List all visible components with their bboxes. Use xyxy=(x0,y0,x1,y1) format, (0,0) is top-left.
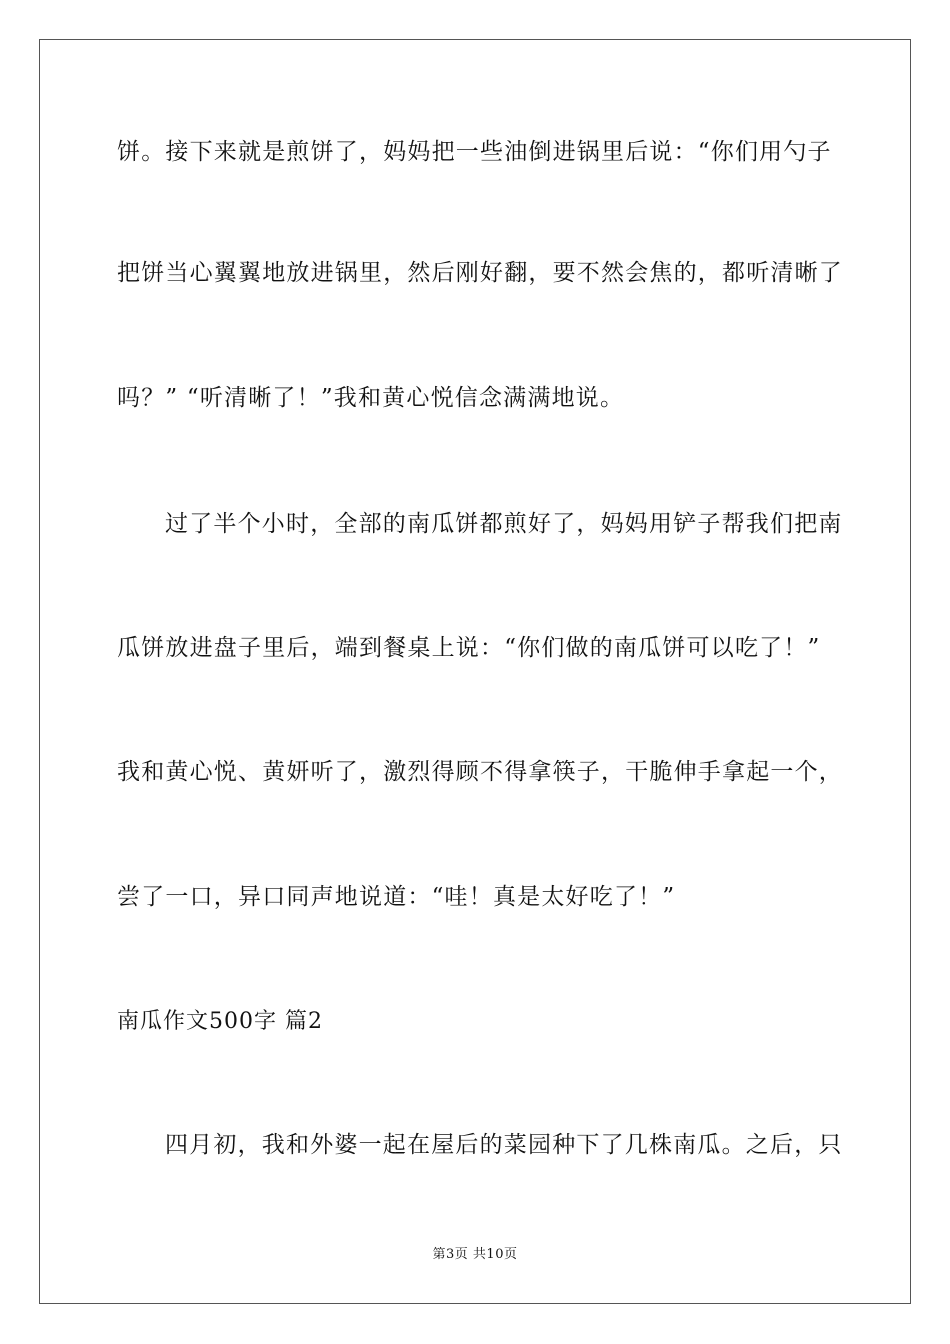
text-line-2: 把饼当心翼翼地放进锅里，然后刚好翻，要不然会焦的，都听清晰了 xyxy=(117,260,843,286)
text-line-4: 过了半个小时，全部的南瓜饼都煎好了，妈妈用铲子帮我们把南 xyxy=(165,511,843,537)
page-number-footer: 第3页 共10页 xyxy=(432,1247,518,1262)
text-line-7: 尝了一口，异口同声地说道：“哇！真是太好吃了！” xyxy=(117,884,676,910)
text-line-3: 吗？” “听清晰了！”我和黄心悦信念满满地说。 xyxy=(117,385,625,411)
text-line-1: 饼。接下来就是煎饼了，妈妈把一些油倒进锅里后说：“你们用勺子 xyxy=(117,139,832,165)
page-border xyxy=(39,39,911,1304)
text-line-9: 四月初，我和外婆一起在屋后的菜园种下了几株南瓜。之后，只 xyxy=(165,1132,843,1158)
section-heading: 南瓜作文500字 篇2 xyxy=(117,1009,323,1034)
text-line-6: 我和黄心悦、黄妍听了，激烈得顾不得拿筷子，干脆伸手拿起一个， xyxy=(117,759,843,785)
text-line-5: 瓜饼放进盘子里后，端到餐桌上说：“你们做的南瓜饼可以吃了！” xyxy=(117,635,821,661)
